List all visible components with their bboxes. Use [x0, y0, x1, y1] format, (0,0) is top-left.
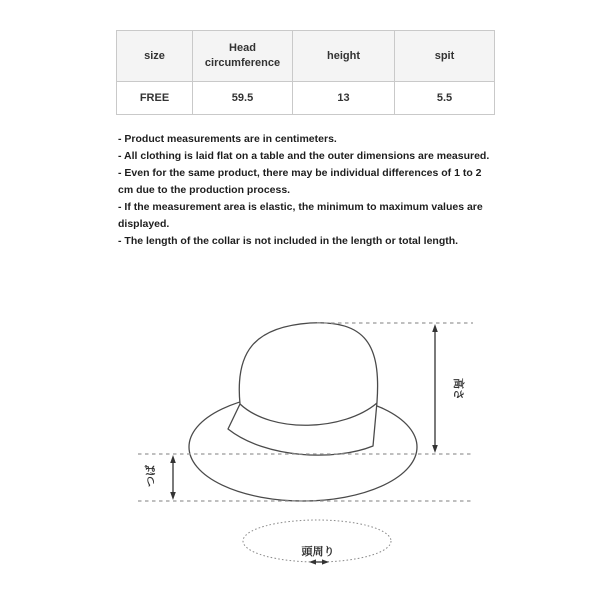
cell-spit: 5.5: [395, 82, 495, 115]
cell-height: 13: [293, 82, 395, 115]
note-line: - All clothing is laid flat on a table and the outer dimensions are measured.: [118, 150, 490, 162]
note-line: - The length of the collar is not included in the length or total length.: [118, 235, 459, 247]
note-line: - If the measurement area is elastic, the minimum to maximum values are: [118, 201, 483, 213]
col-header-head-circumference: Head circumference: [193, 31, 293, 82]
height-label: 高さ: [452, 378, 465, 400]
note-line: - Even for the same product, there may be individual differences of 1 to 2: [118, 167, 482, 179]
hat-crown-outline: [228, 323, 378, 455]
note-line: - Product measurements are in centimeters.: [118, 133, 337, 145]
col-header-spit: spit: [395, 31, 495, 82]
brim-dimension-arrow: [170, 455, 176, 500]
height-dimension-arrow: [432, 324, 438, 453]
head-circumference-arrow: [309, 559, 329, 564]
col-header-size: size: [117, 31, 193, 82]
brim-label: つば: [144, 465, 157, 487]
note-line: cm due to the production process.: [118, 184, 291, 196]
col-header-height: height: [293, 31, 395, 82]
head-circumference-label: 頭周り: [301, 546, 335, 558]
cell-head-circumference: 59.5: [193, 82, 293, 115]
cell-size: FREE: [117, 82, 193, 115]
note-line: displayed.: [118, 218, 170, 230]
